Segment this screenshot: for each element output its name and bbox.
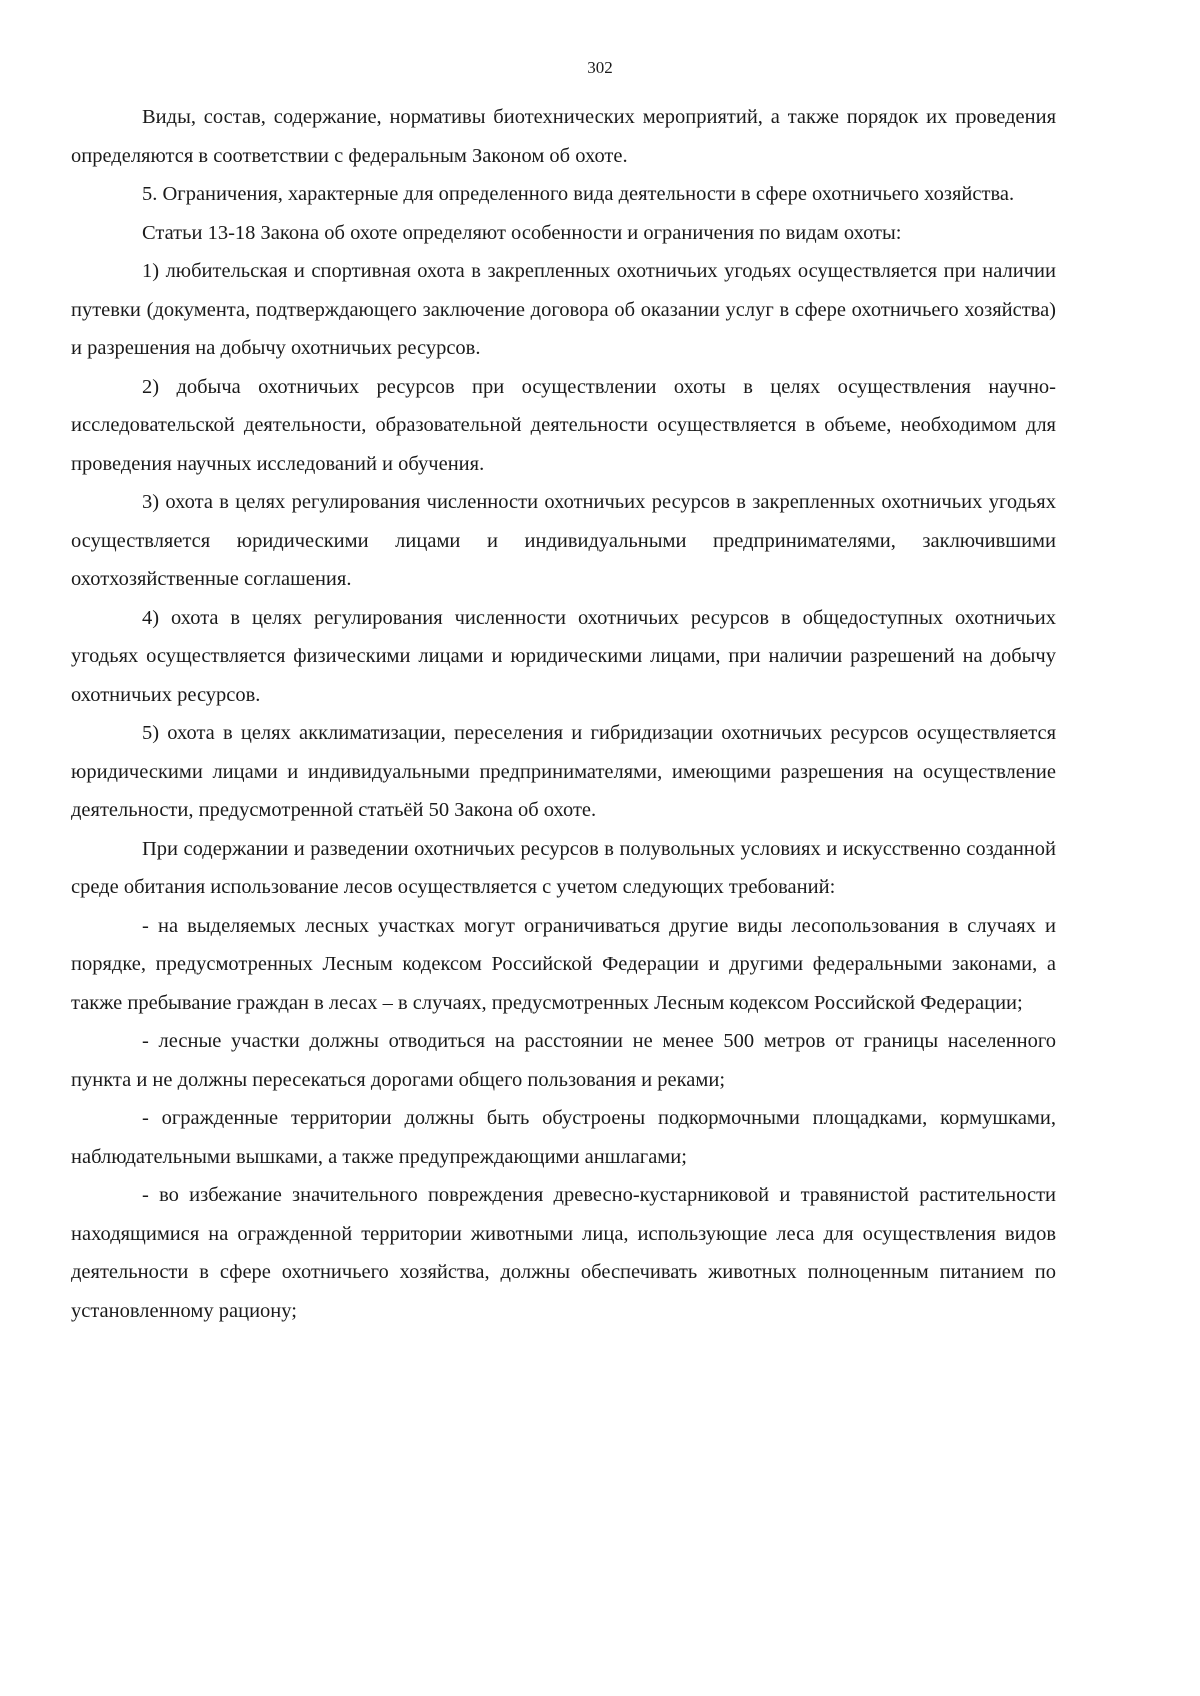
paragraph-articles-intro: Статьи 13-18 Закона об охоте определяют особенности и ограничения по видам охоты: (142, 221, 902, 244)
page-number: 302 (587, 58, 613, 77)
list-item-research-hunting: 2) добыча охотничьих ресурсов при осуществлении охоты в целях осуществления научно-исследовательской деятельности, образовательной деятельности осуществляется в объеме, необходимом для проведения научных исследований и обучения. (71, 375, 1056, 475)
list-item-amateur-hunting: 1) любительская и спортивная охота в закрепленных охотничьих угодьях осуществляется при наличии путевки (документа, подтверждающего заключение договора об оказании услуг в сфере охотничьего хозяйства) и разрешения на добычу охотничьих ресурсов. (71, 260, 1056, 359)
list-item-distance-requirement: - лесные участки должны отводиться на расстоянии не менее 500 метров от границы населенного пункта и не должны пересекаться дорогами общего пользования и реками; (71, 1030, 1056, 1091)
paragraph-biotech-measures: Виды, состав, содержание, нормативы биотехнических мероприятий, а также порядок их проведения определяются в соответствии с федеральным Законом об охоте. (71, 106, 1056, 167)
list-item-animal-feeding: - во избежание значительного повреждения древесно-кустарниковой и травянистой растительности находящимися на огражденной территории животными лица, использующие леса для осуществления видов деятельности в сфере охотничьего хозяйства, должны обеспечивать животных полноценным питанием по установленному рациону; (71, 1184, 1056, 1322)
list-item-land-restrictions: - на выделяемых лесных участках могут ограничиваться другие виды лесопользования в случаях и порядке, предусмотренных Лесным кодексом Российской Федерации и другими федеральными законами, а также пребывание граждан в лесах – в случаях, предусмотренных Лесным кодексом Российской Федерации; (71, 914, 1056, 1014)
list-item-fenced-territory: - огражденные территории должны быть обустроены подкормочными площадками, кормушками, наблюдательными вышками, а также предупреждающими аншлагами; (71, 1107, 1056, 1168)
list-item-regulation-public-grounds: 4) охота в целях регулирования численности охотничьих ресурсов в общедоступных охотничьих угодьях осуществляется физическими лицами и юридическими лицами, при наличии разрешений на добычу охотничьих ресурсов. (71, 606, 1056, 706)
document-body (71, 98, 1056, 1330)
paragraph-restrictions-heading: 5. Ограничения, характерные для определенного вида деятельности в сфере охотничьего хозяйства. (142, 183, 1015, 205)
paragraph-semi-free-requirements: При содержании и разведении охотничьих ресурсов в полувольных условиях и искусственно созданной среде обитания использование лесов осуществляется с учетом следующих требований: (71, 837, 1056, 898)
list-item-regulation-fixed-grounds: 3) охота в целях регулирования численности охотничьих ресурсов в закрепленных охотничьих угодьях осуществляется юридическими лицами и индивидуальными предпринимателями, заключившими охотхозяйственные соглашения. (71, 491, 1056, 590)
list-item-acclimatization: 5) охота в целях акклиматизации, переселения и гибридизации охотничьих ресурсов осуществляется юридическими лицами и индивидуальными предпринимателями, имеющими разрешения на осуществление деятельности, предусмотренной статьёй 50 Закона об охоте. (71, 722, 1056, 821)
